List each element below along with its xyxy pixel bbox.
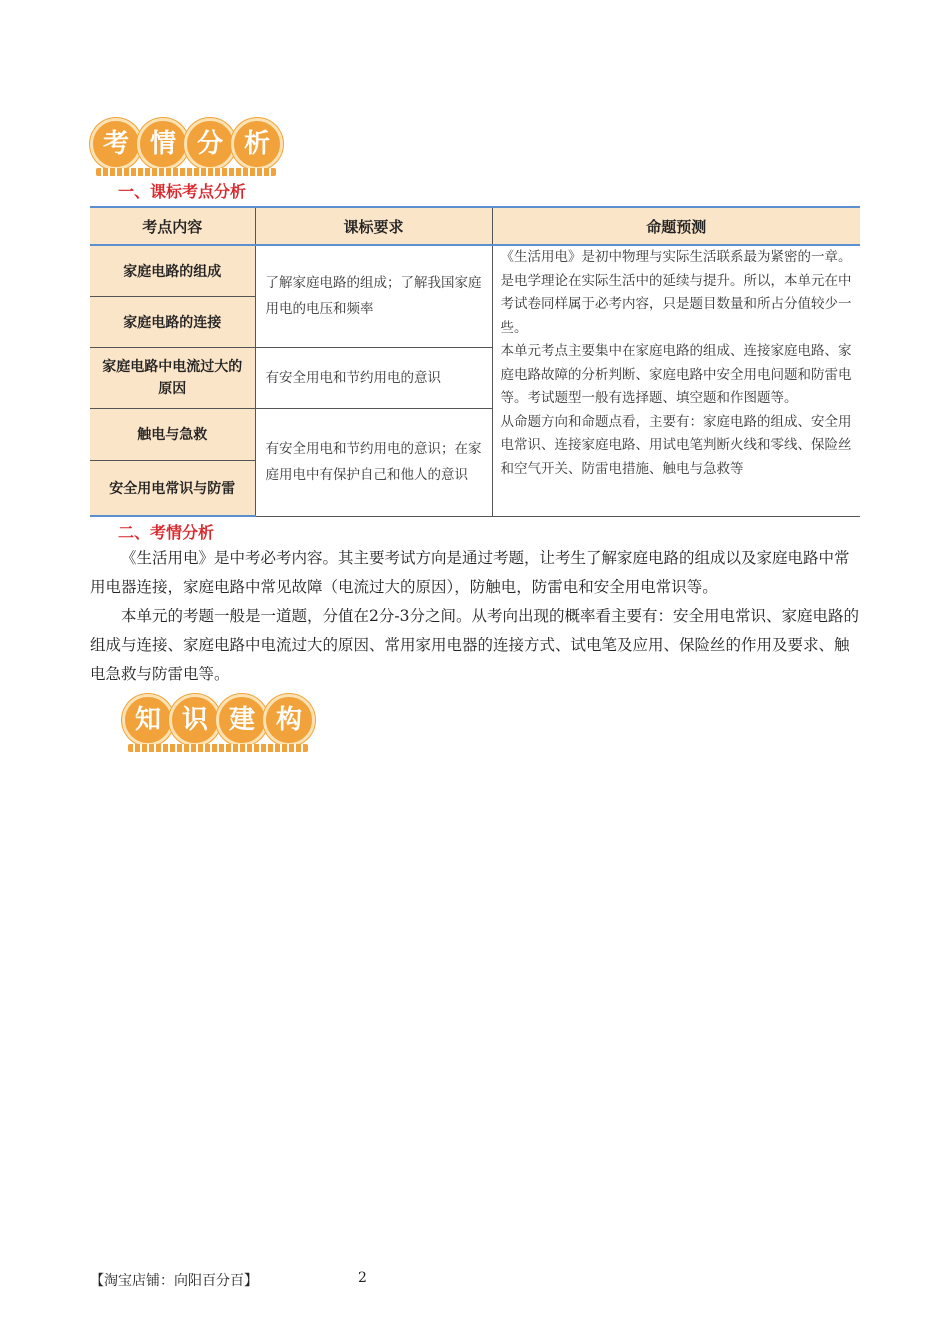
topic-cell: 安全用电常识与防雷 bbox=[90, 460, 255, 516]
requirement-cell: 有安全用电和节约用电的意识 bbox=[255, 347, 492, 408]
body-paragraph: 本单元的考题一般是一道题，分值在2分-3分之间。从考向出现的概率看主要有：安全用电常识、家庭电路的组成与连接、家庭电路中电流过大的原因、常用家用电器的连接方式、试电笔及应用、保险丝的作用及要求、触电急救与防雷电等。 bbox=[90, 607, 859, 683]
badge-char: 情 bbox=[137, 118, 189, 170]
section-title-exam-analysis: 二、考情分析 bbox=[118, 523, 215, 542]
badge-char: 考 bbox=[90, 118, 142, 170]
badge-stripes bbox=[128, 744, 308, 752]
badge-char: 分 bbox=[184, 118, 236, 170]
page-number: 2 bbox=[358, 1270, 367, 1286]
requirement-cell: 了解家庭电路的组成；了解我国家庭用电的电压和频率 bbox=[255, 245, 492, 347]
section-badge-knowledge-structure bbox=[122, 694, 314, 754]
table-header-row bbox=[90, 207, 860, 245]
section-title-curriculum: 一、课标考点分析 bbox=[118, 182, 247, 201]
footer-shop: 【淘宝店铺：向阳百分百】 bbox=[90, 1273, 258, 1289]
topic-cell: 家庭电路中电流过大的原因 bbox=[90, 347, 255, 408]
badge-char: 建 bbox=[216, 694, 268, 746]
badge-char: 析 bbox=[231, 118, 283, 170]
header-requirement: 课标要求 bbox=[255, 207, 492, 245]
section-badge-exam-analysis bbox=[90, 118, 282, 178]
prediction-paragraph: 本单元考点主要集中在家庭电路的组成、连接家庭电路、家庭电路故障的分析判断、家庭电路中安全用电问题和防雷电等。考试题型一般有选择题、填空题和作图题等。 bbox=[500, 343, 852, 406]
table-row bbox=[90, 245, 860, 296]
badge-stripes bbox=[96, 168, 276, 176]
prediction-paragraph: 《生活用电》是初中物理与实际生活联系最为紧密的一章。是电学理论在实际生活中的延续与提升。所以，本单元在中考试卷同样属于必考内容，只是题目数量和所占分值较少一些。 bbox=[500, 249, 852, 336]
badge-char: 识 bbox=[169, 694, 221, 746]
curriculum-table bbox=[90, 206, 860, 517]
prediction-cell bbox=[492, 245, 860, 516]
topic-cell: 家庭电路的连接 bbox=[90, 296, 255, 347]
requirement-cell: 有安全用电和节约用电的意识；在家庭用电中有保护自己和他人的意识 bbox=[255, 408, 492, 516]
badge-char: 知 bbox=[122, 694, 174, 746]
body-paragraph: 《生活用电》是中考必考内容。其主要考试方向是通过考题，让考生了解家庭电路的组成以及家庭电路中常用电器连接，家庭电路中常见故障（电流过大的原因），防触电，防雷电和安全用电常识等。 bbox=[90, 549, 850, 596]
badge-char: 构 bbox=[263, 694, 315, 746]
header-topic: 考点内容 bbox=[90, 207, 255, 245]
prediction-paragraph: 从命题方向和命题点看，主要有：家庭电路的组成、安全用电常识、连接家庭电路、用试电笔判断火线和零线、保险丝和空气开关、防雷电措施、触电与急救等 bbox=[500, 413, 852, 477]
topic-cell: 家庭电路的组成 bbox=[90, 245, 255, 296]
header-prediction: 命题预测 bbox=[492, 207, 860, 245]
topic-cell: 触电与急救 bbox=[90, 408, 255, 460]
